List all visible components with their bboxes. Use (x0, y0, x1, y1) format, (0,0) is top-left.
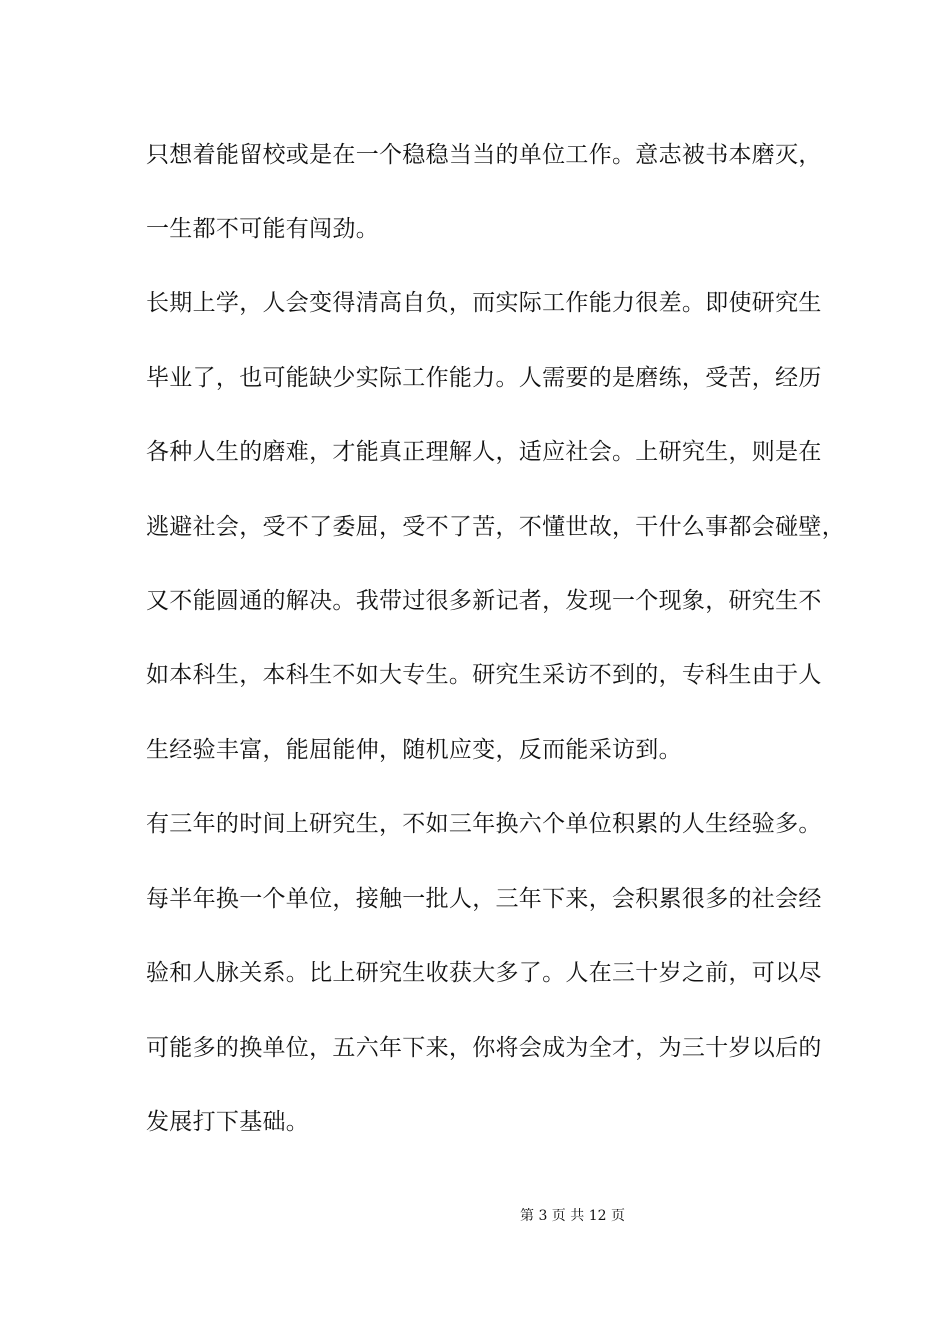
paragraph-line: 如本科生，本科生不如大专生。研究生采访不到的，专科生由于人 (146, 662, 822, 688)
paragraph-line: 验和人脉关系。比上研究生收获大多了。人在三十岁之前，可以尽 (146, 960, 822, 986)
paragraph-line: 长期上学，人会变得清高自负，而实际工作能力很差。即使研究生 (146, 290, 822, 316)
paragraph-line: 一生都不可能有闯劲。 (146, 216, 379, 242)
page-number: 第 3 页 共 12 页 (520, 1208, 625, 1224)
paragraph-line: 有三年的时间上研究生，不如三年换六个单位积累的人生经验多。 (146, 811, 822, 837)
paragraph-line: 逃避社会，受不了委屈，受不了苦，不懂世故，干什么事都会碰壁， (146, 514, 845, 540)
paragraph-line: 只想着能留校或是在一个稳稳当当的单位工作。意志被书本磨灭， (146, 142, 822, 168)
paragraph-line: 每半年换一个单位，接触一批人，三年下来，会积累很多的社会经 (146, 886, 822, 912)
paragraph-line: 可能多的换单位，五六年下来，你将会成为全才，为三十岁以后的 (146, 1035, 822, 1061)
paragraph-line: 发展打下基础。 (146, 1109, 310, 1135)
paragraph-line: 各种人生的磨难，才能真正理解人，适应社会。上研究生，则是在 (146, 439, 822, 465)
paragraph-line: 毕业了，也可能缺少实际工作能力。人需要的是磨练，受苦，经历 (146, 365, 822, 391)
paragraph-line: 又不能圆通的解决。我带过很多新记者，发现一个现象，研究生不 (146, 588, 822, 614)
paragraph-line: 生经验丰富，能屈能伸，随机应变，反而能采访到。 (146, 737, 682, 763)
